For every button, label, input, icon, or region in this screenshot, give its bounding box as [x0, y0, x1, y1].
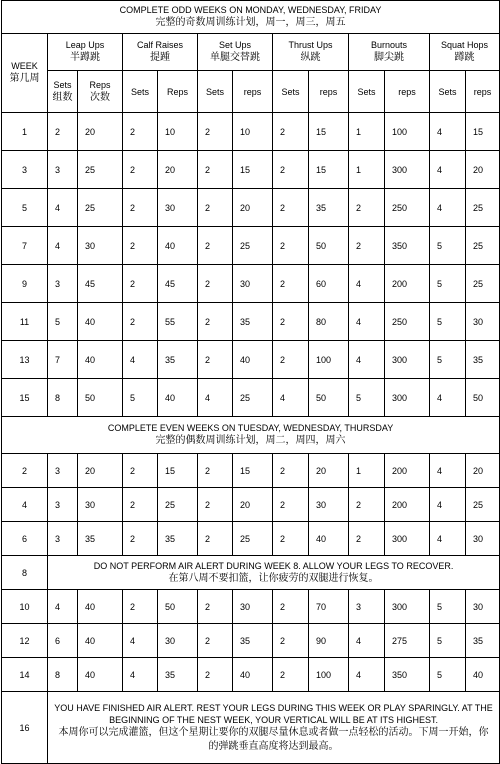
reps-value: 35: [158, 522, 198, 556]
reps-value: 45: [78, 265, 123, 303]
reps-value: 35: [233, 624, 273, 658]
sets-value: 5: [430, 624, 466, 658]
reps-value: 30: [466, 590, 500, 624]
sets-value: 2: [349, 522, 385, 556]
even-weeks-title: [2, 417, 500, 454]
reps-value: 15: [233, 454, 273, 488]
reps-value: 20: [466, 454, 500, 488]
sets-value: 5: [349, 379, 385, 417]
reps-value: 20: [466, 151, 500, 189]
sets-header: [48, 71, 78, 113]
odd-weeks-title-row: [2, 1, 500, 34]
week-row: [2, 189, 500, 227]
week-number: 5: [2, 189, 48, 227]
week-row: [2, 379, 500, 417]
sets-value: 2: [273, 341, 309, 379]
reps-value: 15: [158, 454, 198, 488]
week-number: 1: [2, 113, 48, 151]
reps-value: 100: [309, 341, 349, 379]
exercise-name-en: Squat Hops: [441, 40, 489, 50]
reps-value: 200: [385, 265, 430, 303]
sets-value: 4: [430, 151, 466, 189]
sets-value: 2: [273, 189, 309, 227]
reps-value: 300: [385, 151, 430, 189]
reps-value: 30: [466, 522, 500, 556]
week-8-notice-zh: 在第八周不要扣篮，让你疲劳的双腿进行恢复。: [168, 572, 379, 584]
week-row: [2, 488, 500, 522]
week-16-notice-zh: 本周你可以完成灌篮，但这个星期让要你的双腿尽量休息或者做一点轻松的活动。下周一开始，你的弹跳垂直高度将达到最高。: [58, 726, 489, 752]
reps-value: 250: [385, 189, 430, 227]
sets-value: 2: [123, 189, 158, 227]
sets-value: 4: [349, 265, 385, 303]
odd-weeks-title: [2, 1, 500, 34]
reps-value: 20: [158, 151, 198, 189]
week-row: [2, 113, 500, 151]
sets-value: 2: [198, 303, 233, 341]
reps-value: 35: [309, 189, 349, 227]
exercise-name-zh: 蹲跳: [454, 52, 475, 63]
sets-value: 2: [273, 624, 309, 658]
reps-value: 35: [158, 658, 198, 692]
reps-value: 35: [466, 624, 500, 658]
week-number: 9: [2, 265, 48, 303]
reps-value: 300: [385, 590, 430, 624]
sets-value: 5: [430, 265, 466, 303]
sets-header: Sets: [123, 71, 158, 113]
reps-value: 20: [78, 454, 123, 488]
sets-value: 2: [273, 227, 309, 265]
sets-value: 4: [430, 522, 466, 556]
reps-value: 200: [385, 488, 430, 522]
sets-value: 4: [349, 303, 385, 341]
reps-value: 30: [309, 488, 349, 522]
reps-value: 35: [158, 341, 198, 379]
reps-value: 50: [466, 379, 500, 417]
exercise-name-zh: 脚尖跳: [374, 52, 404, 63]
sets-value: 5: [430, 303, 466, 341]
sets-value: 4: [48, 189, 78, 227]
sets-value: 2: [123, 522, 158, 556]
reps-value: 100: [385, 113, 430, 151]
sets-header-en: Sets: [53, 79, 72, 90]
sets-value: 4: [123, 658, 158, 692]
exercise-header-row: [2, 34, 500, 71]
sets-value: 2: [349, 488, 385, 522]
sets-value: 2: [198, 624, 233, 658]
sets-value: 5: [430, 341, 466, 379]
sets-value: 3: [48, 151, 78, 189]
exercise-name-zh: 提踵: [150, 52, 170, 63]
sets-value: 4: [273, 379, 309, 417]
reps-value: 45: [158, 265, 198, 303]
reps-header-en: Reps: [89, 79, 111, 90]
sets-value: 2: [273, 590, 309, 624]
week-8-notice-en: DO NOT PERFORM AIR ALERT DURING WEEK 8. ALLOW YOUR LEGS TO RECOVER.: [93, 560, 454, 571]
reps-value: 40: [78, 624, 123, 658]
reps-value: 40: [158, 227, 198, 265]
reps-value: 50: [78, 379, 123, 417]
reps-value: 50: [158, 590, 198, 624]
reps-value: 40: [233, 658, 273, 692]
even-weeks-title-en: COMPLETE EVEN WEEKS ON TUESDAY, WEDNESDAY, THURSDAY: [107, 423, 394, 433]
reps-value: 40: [78, 590, 123, 624]
sets-value: 2: [273, 454, 309, 488]
sets-value: 2: [273, 522, 309, 556]
week-number: 4: [2, 488, 48, 522]
reps-value: 30: [466, 303, 500, 341]
reps-value: 30: [78, 227, 123, 265]
exercise-name-en: Calf Raises: [136, 40, 183, 50]
sets-value: 5: [430, 227, 466, 265]
reps-value: 70: [309, 590, 349, 624]
sets-value: 4: [349, 341, 385, 379]
reps-value: 50: [309, 227, 349, 265]
reps-header: reps: [385, 71, 430, 113]
reps-value: 15: [309, 151, 349, 189]
sets-value: 2: [273, 113, 309, 151]
sets-value: 2: [123, 590, 158, 624]
reps-value: 60: [309, 265, 349, 303]
week-number: 6: [2, 522, 48, 556]
week-number: 14: [2, 658, 48, 692]
sets-value: 5: [430, 658, 466, 692]
sets-value: 4: [430, 379, 466, 417]
reps-header: [78, 71, 123, 113]
reps-value: 35: [78, 522, 123, 556]
sets-header: Sets: [198, 71, 233, 113]
reps-value: 20: [233, 189, 273, 227]
sets-value: 2: [198, 227, 233, 265]
sets-value: 2: [123, 113, 158, 151]
sets-value: 4: [48, 590, 78, 624]
week-number: 8: [2, 556, 48, 590]
sets-value: 4: [430, 454, 466, 488]
reps-value: 10: [233, 113, 273, 151]
reps-value: 40: [158, 379, 198, 417]
even-weeks-body-a: [2, 454, 500, 556]
week-column-header: [2, 34, 48, 113]
reps-value: 30: [233, 590, 273, 624]
sets-value: 2: [198, 488, 233, 522]
sets-value: 2: [123, 227, 158, 265]
week-number: 11: [2, 303, 48, 341]
reps-value: 25: [466, 227, 500, 265]
sets-value: 2: [273, 265, 309, 303]
reps-value: 90: [309, 624, 349, 658]
week-16-row: [2, 692, 500, 764]
exercise-name-zh: 半蹲跳: [70, 52, 100, 63]
reps-value: 25: [233, 379, 273, 417]
sets-value: 2: [273, 488, 309, 522]
reps-value: 40: [466, 658, 500, 692]
reps-value: 25: [466, 488, 500, 522]
sets-value: 1: [349, 151, 385, 189]
reps-value: 25: [466, 189, 500, 227]
reps-header-zh: 次数: [90, 91, 110, 103]
exercise-name-en: Leap Ups: [65, 40, 105, 50]
week-row: [2, 658, 500, 692]
week-number: 10: [2, 590, 48, 624]
sets-value: 3: [48, 454, 78, 488]
exercise-name-en: Set Ups: [218, 40, 251, 50]
reps-value: 20: [309, 454, 349, 488]
exercise-header-squat-hops: [430, 34, 500, 71]
reps-value: 30: [78, 488, 123, 522]
reps-value: 80: [309, 303, 349, 341]
reps-value: 20: [78, 113, 123, 151]
sets-value: 2: [198, 341, 233, 379]
reps-value: 300: [385, 522, 430, 556]
sets-value: 2: [273, 658, 309, 692]
exercise-name-zh: 纵跳: [300, 52, 321, 63]
reps-value: 300: [385, 341, 430, 379]
sets-value: 4: [349, 624, 385, 658]
exercise-header-thrust-ups: [273, 34, 349, 71]
reps-header: reps: [309, 71, 349, 113]
exercise-header-burnouts: [349, 34, 430, 71]
sets-value: 3: [349, 590, 385, 624]
sets-value: 4: [430, 488, 466, 522]
sets-header: Sets: [430, 71, 466, 113]
sets-value: 5: [123, 379, 158, 417]
reps-value: 25: [78, 151, 123, 189]
week-16-notice-en: YOU HAVE FINISHED AIR ALERT. REST YOUR LEGS DURING THIS WEEK OR PLAY SPARINGLY. AT THE BEGINNING OF THE NEST WEEK, YOUR VERTICAL WILL BE AT ITS HIGHEST.: [54, 702, 493, 725]
week-number: 13: [2, 341, 48, 379]
sets-value: 4: [430, 113, 466, 151]
reps-value: 25: [466, 265, 500, 303]
sets-header: Sets: [349, 71, 385, 113]
reps-value: 10: [158, 113, 198, 151]
exercise-name-en: Thrust Ups: [288, 40, 333, 50]
reps-value: 100: [309, 658, 349, 692]
sets-value: 2: [123, 488, 158, 522]
sets-value: 2: [48, 113, 78, 151]
sets-value: 2: [349, 189, 385, 227]
reps-value: 30: [158, 624, 198, 658]
sets-value: 2: [123, 265, 158, 303]
sets-value: 3: [48, 265, 78, 303]
reps-header: Reps: [158, 71, 198, 113]
week-row: [2, 227, 500, 265]
week-16-notice: [48, 692, 500, 764]
reps-value: 40: [78, 658, 123, 692]
reps-value: 350: [385, 227, 430, 265]
sets-value: 2: [198, 522, 233, 556]
sets-value: 5: [48, 303, 78, 341]
sets-value: 3: [48, 522, 78, 556]
week-8-row: [2, 556, 500, 590]
reps-value: 15: [233, 151, 273, 189]
exercise-header-leap-ups: [48, 34, 123, 71]
week-row: [2, 454, 500, 488]
exercise-name-zh: 单腿交替跳: [210, 52, 260, 63]
reps-value: 15: [466, 113, 500, 151]
sets-header: Sets: [273, 71, 309, 113]
reps-value: 300: [385, 379, 430, 417]
sets-value: 4: [123, 341, 158, 379]
sets-value: 2: [123, 303, 158, 341]
sets-value: 4: [349, 658, 385, 692]
reps-value: 40: [78, 303, 123, 341]
week-number: 7: [2, 227, 48, 265]
week-header-zh: 第几周: [9, 73, 40, 84]
reps-value: 30: [233, 265, 273, 303]
reps-value: 200: [385, 454, 430, 488]
reps-value: 25: [158, 488, 198, 522]
reps-value: 40: [233, 341, 273, 379]
week-row: [2, 151, 500, 189]
sets-value: 2: [198, 265, 233, 303]
week-row: [2, 590, 500, 624]
sets-value: 5: [430, 590, 466, 624]
sets-value: 8: [48, 379, 78, 417]
reps-value: 15: [309, 113, 349, 151]
week-row: [2, 522, 500, 556]
reps-value: 35: [233, 303, 273, 341]
sets-value: 7: [48, 341, 78, 379]
sets-value: 4: [198, 379, 233, 417]
sets-value: 3: [48, 488, 78, 522]
sets-value: 2: [198, 658, 233, 692]
sets-value: 4: [123, 624, 158, 658]
odd-weeks-title-en: COMPLETE ODD WEEKS ON MONDAY, WEDNESDAY, FRIDAY: [119, 5, 382, 15]
sets-value: 4: [430, 189, 466, 227]
sets-value: 2: [349, 227, 385, 265]
week-8-notice: [48, 556, 500, 590]
reps-value: 40: [309, 522, 349, 556]
sets-value: 6: [48, 624, 78, 658]
sets-value: 2: [198, 189, 233, 227]
sets-value: 4: [48, 227, 78, 265]
odd-weeks-body: [2, 113, 500, 417]
week-number: 2: [2, 454, 48, 488]
reps-value: 55: [158, 303, 198, 341]
reps-value: 30: [158, 189, 198, 227]
reps-value: 35: [466, 341, 500, 379]
sets-value: 8: [48, 658, 78, 692]
sets-value: 2: [123, 454, 158, 488]
week-number: 12: [2, 624, 48, 658]
reps-value: 275: [385, 624, 430, 658]
sets-value: 2: [198, 151, 233, 189]
week-row: [2, 303, 500, 341]
sets-value: 2: [198, 454, 233, 488]
odd-weeks-title-zh: 完整的奇数周训练计划，周一，周三，周五: [155, 17, 346, 28]
exercise-header-calf-raises: [123, 34, 198, 71]
reps-header: reps: [466, 71, 500, 113]
sets-value: 1: [349, 454, 385, 488]
week-number: 16: [2, 692, 48, 764]
reps-value: 25: [78, 189, 123, 227]
sets-reps-header-row: [2, 71, 500, 113]
week-number: 15: [2, 379, 48, 417]
sets-value: 2: [198, 113, 233, 151]
exercise-name-en: Burnouts: [370, 40, 408, 50]
reps-value: 350: [385, 658, 430, 692]
reps-value: 25: [233, 522, 273, 556]
exercise-header-set-ups: [198, 34, 273, 71]
reps-value: 250: [385, 303, 430, 341]
sets-value: 2: [198, 590, 233, 624]
sets-header-zh: 组数: [52, 91, 73, 103]
reps-header: reps: [233, 71, 273, 113]
sets-value: 1: [349, 113, 385, 151]
week-row: [2, 341, 500, 379]
week-row: [2, 624, 500, 658]
reps-value: 20: [233, 488, 273, 522]
even-weeks-title-zh: 完整的偶数周训练计划，周二，周四，周六: [155, 435, 346, 446]
even-weeks-body-b: [2, 590, 500, 692]
week-header-en: WEEK: [11, 61, 38, 71]
sets-value: 2: [123, 151, 158, 189]
week-row: [2, 265, 500, 303]
week-number: 3: [2, 151, 48, 189]
reps-value: 40: [78, 341, 123, 379]
sets-value: 2: [273, 151, 309, 189]
even-weeks-title-row: [2, 417, 500, 454]
training-schedule-table: [1, 0, 500, 764]
reps-value: 25: [233, 227, 273, 265]
reps-value: 50: [309, 379, 349, 417]
sets-value: 2: [273, 303, 309, 341]
